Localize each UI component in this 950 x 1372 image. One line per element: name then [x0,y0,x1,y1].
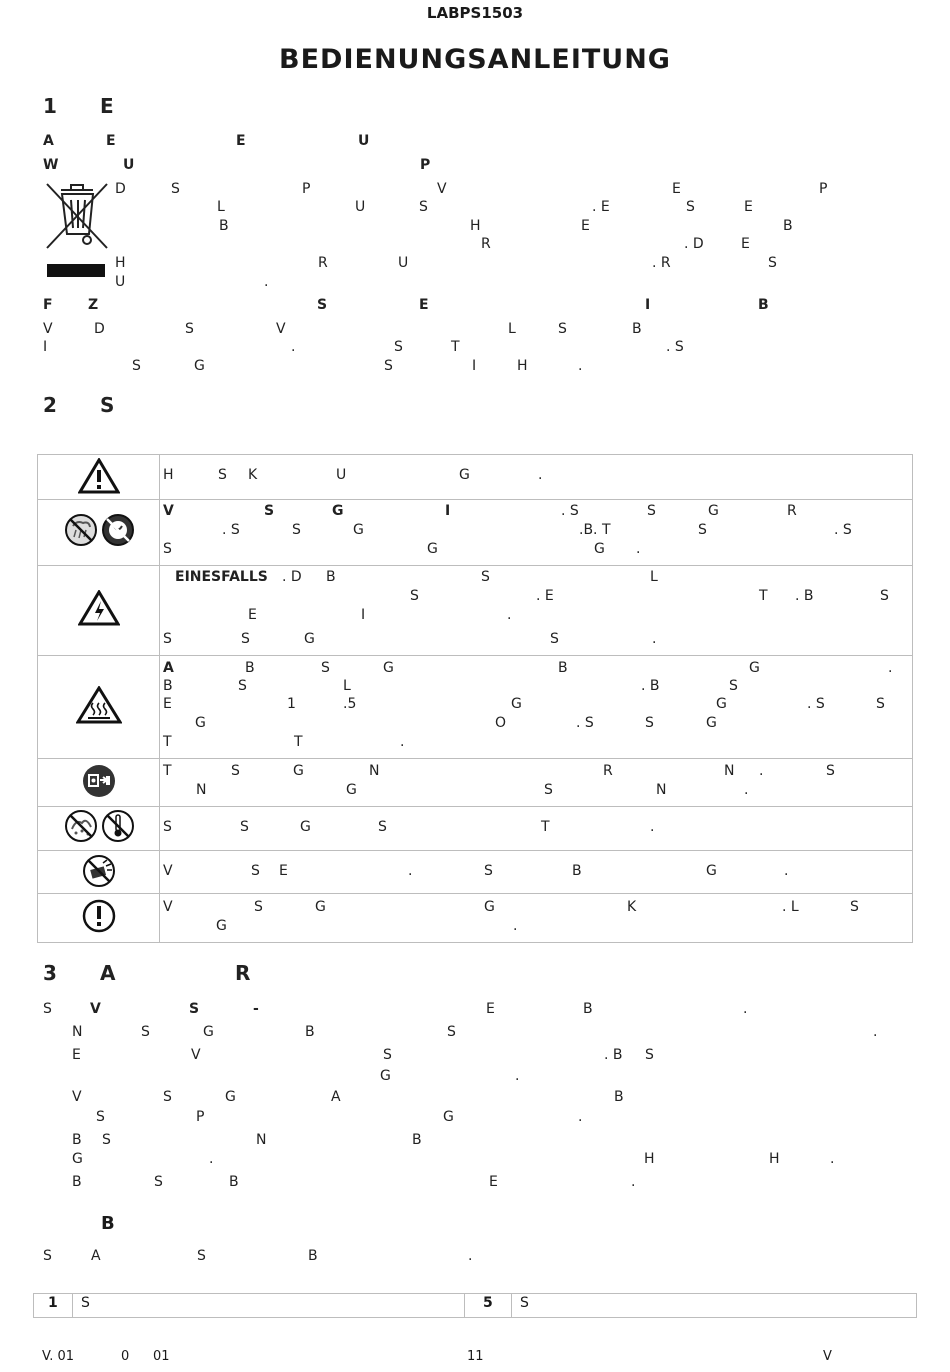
text-fragment: E [741,236,750,252]
text-fragment: . [743,1001,748,1017]
text-fragment: G [427,541,438,557]
text-fragment: G [594,541,605,557]
text-fragment: G [300,819,311,835]
text-fragment: . E [592,199,610,215]
text-fragment: S [447,1024,456,1040]
text-fragment: S [100,393,115,417]
text-fragment: . [408,863,413,879]
text-fragment: . [400,734,405,750]
text-fragment: S [850,899,859,915]
text-fragment: E [419,297,429,313]
text-fragment: . [209,1151,214,1167]
text-fragment: B [229,1174,239,1190]
no-shaking-icon [82,854,116,888]
text-fragment: H [163,467,174,483]
text-fragment: . B [604,1047,623,1063]
text-fragment: G [383,660,394,676]
text-fragment: H [470,218,481,234]
text-fragment: S [292,522,301,538]
text-fragment: L [508,321,516,337]
text-fragment: S [645,715,654,731]
text-fragment: K [627,899,637,915]
unplug-icon [82,764,116,798]
text-fragment: E [744,199,753,215]
text-fragment: 3 [43,961,57,985]
footer-right: V [823,1349,832,1364]
text-fragment: G [72,1151,83,1167]
text-fragment: G [225,1089,236,1105]
text-fragment: N [72,1024,83,1040]
text-fragment: . [636,541,641,557]
text-fragment: S [43,1001,52,1017]
text-fragment: V [43,321,53,337]
disposal-bar [47,264,105,277]
text-fragment: . S [666,339,684,355]
text-fragment: S [826,763,835,779]
text-fragment: R [603,763,613,779]
text-fragment: . [759,763,764,779]
text-fragment: S [317,297,328,313]
text-fragment: . S [834,522,852,538]
text-fragment: A [100,961,116,985]
text-fragment: O [495,715,507,731]
text-fragment: . S [222,522,240,538]
text-fragment: S [238,678,247,694]
text-fragment: . [468,1248,473,1264]
text-fragment: B [308,1248,318,1264]
text-fragment: S [240,819,249,835]
part-label-5: S [520,1295,529,1311]
text-fragment: B [305,1024,315,1040]
text-fragment: S [383,1047,392,1063]
text-fragment: EINESFALLS [175,569,268,585]
text-fragment: . B [795,588,814,604]
text-fragment: S [132,358,141,374]
text-fragment: S [880,588,889,604]
text-fragment: T [541,819,550,835]
text-fragment: G [459,467,470,483]
text-fragment: S [197,1248,206,1264]
text-fragment: B [412,1132,422,1148]
text-fragment: S [378,819,387,835]
text-fragment: G [293,763,304,779]
text-fragment: E [100,94,114,118]
text-fragment: S [321,660,330,676]
no-dust-no-heat-icons [64,809,136,843]
text-fragment: N [196,782,207,798]
text-fragment: U [123,157,135,173]
text-fragment: V [163,899,173,915]
text-fragment: N [656,782,667,798]
text-fragment: G [706,863,717,879]
text-fragment: V [437,181,447,197]
text-fragment: 1 [287,696,296,712]
text-fragment: S [647,503,656,519]
warning-triangle-icon [78,458,120,494]
text-fragment: B [245,660,255,676]
text-fragment: . [784,863,789,879]
subsection-heading: B [101,1213,115,1234]
text-fragment: B [219,218,229,234]
text-fragment: E [581,218,590,234]
part-label-1: S [81,1295,90,1311]
text-fragment: . [830,1151,835,1167]
text-fragment: G [353,522,364,538]
parts-table [33,1293,917,1318]
electric-shock-icon [78,590,120,626]
text-fragment: T [294,734,303,750]
text-fragment: G [304,631,315,647]
text-fragment: S [729,678,738,694]
text-fragment: B [572,863,582,879]
text-fragment: S [251,863,260,879]
footer-date-part: 0 [121,1349,130,1364]
text-fragment: . [578,358,583,374]
text-fragment: E [489,1174,498,1190]
text-fragment: V [72,1089,82,1105]
text-fragment: H [517,358,528,374]
text-fragment: B [758,297,769,313]
text-fragment: S [163,541,172,557]
text-fragment: S [550,631,559,647]
text-fragment: S [558,321,567,337]
text-fragment: S [185,321,194,337]
text-fragment: . [888,660,893,676]
text-fragment: G [216,918,227,934]
crossed-bin-icon [43,180,111,252]
text-fragment: S [163,631,172,647]
text-fragment: S [218,467,227,483]
text-fragment: U [115,274,126,290]
text-fragment: S [43,1248,52,1264]
text-fragment: S [394,339,403,355]
footer-date-part: 01 [153,1349,170,1364]
text-fragment: I [472,358,477,374]
text-fragment: E [672,181,681,197]
text-fragment: V [191,1047,201,1063]
text-fragment: S [544,782,553,798]
text-fragment: E [486,1001,495,1017]
text-fragment: S [163,1089,172,1105]
text-fragment: S [419,199,428,215]
text-fragment: I [645,297,651,313]
text-fragment: . L [782,899,799,915]
text-fragment: E [72,1047,81,1063]
document-title: BEDIENUNGSANLEITUNG [279,44,671,75]
text-fragment: G [716,696,727,712]
text-fragment: S [241,631,250,647]
text-fragment: L [650,569,658,585]
hot-surface-icon [76,686,122,724]
text-fragment: . D [282,569,302,585]
text-fragment: U [355,199,366,215]
text-fragment: S [102,1132,111,1148]
text-fragment: S [96,1109,105,1125]
text-fragment: R [318,255,328,271]
text-fragment: . [264,274,269,290]
text-fragment: B [72,1174,82,1190]
text-fragment: U [358,133,370,149]
text-fragment: B [783,218,793,234]
text-fragment: F [43,297,53,313]
text-fragment: G [511,696,522,712]
text-fragment: . [291,339,296,355]
text-fragment: G [749,660,760,676]
text-fragment: S [768,255,777,271]
text-fragment: B [583,1001,593,1017]
text-fragment: V [163,503,174,519]
text-fragment: N [256,1132,267,1148]
text-fragment: G [380,1068,391,1084]
text-fragment: H [644,1151,655,1167]
footer-version: V. 01 [42,1349,75,1364]
text-fragment: . [650,819,655,835]
text-fragment: I [445,503,451,519]
text-fragment: S [171,181,180,197]
text-fragment: B [614,1089,624,1105]
no-moisture-icons [64,513,136,547]
text-fragment: G [315,899,326,915]
text-fragment: A [331,1089,341,1105]
text-fragment: R [481,236,491,252]
text-fragment: E [248,607,257,623]
text-fragment: G [706,715,717,731]
text-fragment: B [632,321,642,337]
text-fragment: S [484,863,493,879]
text-fragment: .B. T [579,522,611,538]
text-fragment: . S [561,503,579,519]
text-fragment: S [876,696,885,712]
text-fragment: 2 [43,393,57,417]
text-fragment: G [443,1109,454,1125]
text-fragment: V [276,321,286,337]
text-fragment: B [558,660,568,676]
text-fragment: . S [576,715,594,731]
text-fragment: L [343,678,351,694]
part-number-5: 5 [483,1295,493,1311]
text-fragment: D [94,321,105,337]
text-fragment: G [484,899,495,915]
text-fragment: . [507,607,512,623]
text-fragment: I [361,607,366,623]
text-fragment: P [196,1109,205,1125]
model-number: LABPS1503 [426,4,524,22]
text-fragment: . [538,467,543,483]
text-fragment: E [106,133,116,149]
text-fragment: S [163,819,172,835]
text-fragment: D [115,181,126,197]
text-fragment: S [698,522,707,538]
text-fragment: P [302,181,311,197]
text-fragment: T [163,734,172,750]
text-fragment: . [873,1024,878,1040]
text-fragment: B [72,1132,82,1148]
text-fragment: S [189,1001,200,1017]
text-fragment: . [631,1174,636,1190]
text-fragment: - [253,1001,259,1017]
text-fragment: S [264,503,275,519]
text-fragment: L [217,199,225,215]
text-fragment: W [43,157,59,173]
text-fragment: . [578,1109,583,1125]
text-fragment: V [90,1001,101,1017]
text-fragment: . R [652,255,671,271]
text-fragment: A [91,1248,101,1264]
text-fragment: T [163,763,172,779]
text-fragment: S [231,763,240,779]
text-fragment: T [759,588,768,604]
text-fragment: U [398,255,409,271]
text-fragment: . [652,631,657,647]
text-fragment: I [43,339,48,355]
text-fragment: K [248,467,258,483]
text-fragment: T [451,339,460,355]
text-fragment: .5 [343,696,357,712]
text-fragment: S [384,358,393,374]
text-fragment: S [410,588,419,604]
text-fragment: U [336,467,347,483]
text-fragment: V [163,863,173,879]
text-fragment: E [163,696,172,712]
text-fragment: R [235,961,251,985]
text-fragment: P [420,157,431,173]
text-fragment: S [645,1047,654,1063]
text-fragment: P [819,181,828,197]
text-fragment: R [787,503,797,519]
text-fragment: N [724,763,735,779]
text-fragment: S [141,1024,150,1040]
text-fragment: G [332,503,344,519]
text-fragment: H [769,1151,780,1167]
text-fragment: 1 [43,94,57,118]
text-fragment: E [236,133,246,149]
text-fragment: . E [536,588,554,604]
text-fragment: G [194,358,205,374]
text-fragment: G [195,715,206,731]
text-fragment: G [203,1024,214,1040]
text-fragment: . [515,1068,520,1084]
text-fragment: . D [684,236,704,252]
text-fragment: N [369,763,380,779]
text-fragment: H [115,255,126,271]
text-fragment: . [513,918,518,934]
part-number-1: 1 [48,1295,58,1311]
page-number: 11 [467,1349,484,1364]
text-fragment: S [154,1174,163,1190]
text-fragment: . [744,782,749,798]
text-fragment: S [481,569,490,585]
text-fragment: . B [641,678,660,694]
attention-icon [82,899,116,933]
text-fragment: B [163,678,173,694]
text-fragment: A [163,660,174,676]
text-fragment: B [326,569,336,585]
text-fragment: A [43,133,54,149]
text-fragment: G [346,782,357,798]
text-fragment: G [708,503,719,519]
text-fragment: S [254,899,263,915]
text-fragment: S [686,199,695,215]
text-fragment: E [279,863,288,879]
text-fragment: . S [807,696,825,712]
text-fragment: Z [88,297,99,313]
